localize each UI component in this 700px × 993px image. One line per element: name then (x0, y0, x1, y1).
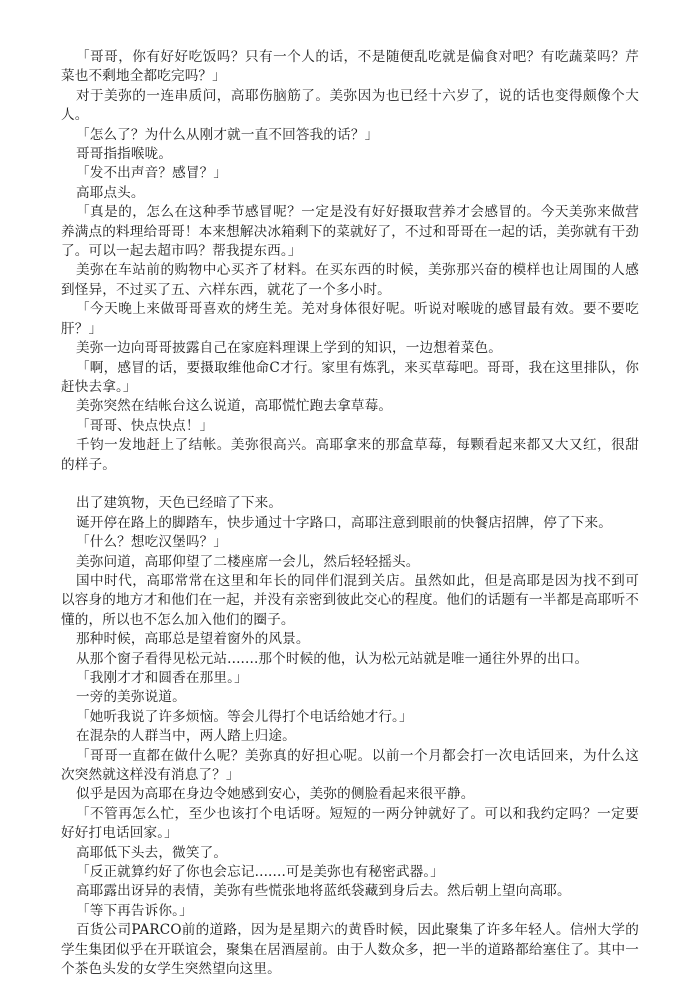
paragraph: 对于美弥的一连串质问，高耶伤脑筋了。美弥因为也已经十六岁了，说的话也变得颇像个大人。 (61, 87, 639, 124)
paragraph: 高耶点头。 (75, 184, 145, 201)
paragraph: 「我刚才才和圆香在那里。」 (75, 669, 248, 686)
paragraph: 美弥突然在结帐台这么说道，高耶慌忙跑去拿草莓。 (75, 398, 393, 415)
paragraph: 诞开停在路上的脚踏车，快步通过十字路口，高耶注意到眼前的快餐店招牌，停了下来。 (75, 514, 612, 531)
paragraph: 「不管再怎么忙，至少也该打个电话呀。短短的一两分钟就好了。可以和我约定吗？一定要好好打电话回家。」 (61, 805, 639, 842)
paragraph: 「怎么了？为什么从刚才就一直不回答我的话？」 (75, 126, 379, 143)
paragraph: 出了建筑物，天色已经暗了下来。 (75, 495, 283, 512)
paragraph: 美弥在车站前的购物中心买齐了材料。在买东西的时候，美弥那兴奋的模样也让周围的人感到怪异，不过买了五、六样东西，就花了一个多小时。 (61, 262, 639, 298)
paragraph: 「真是的，怎么在这种季节感冒呢？一定是没有好好摄取营养才会感冒的。今天美弥来做营养满点的料理给哥哥！本来想解决冰箱剩下的菜就好了，不过和哥哥在一起的话，美弥就有干劲了。可以一起去超市吗？帮我提东西。」 (61, 204, 639, 260)
paragraph: 一旁的美弥说道。 (75, 689, 186, 706)
paragraph: 「等下再告诉你。」 (75, 902, 193, 919)
paragraph: 「反正就算约好了你也会忘记.......可是美弥也有秘密武器。」 (75, 864, 445, 881)
paragraph: 「啊，感冒的话，要摄取维他命C才行。家里有炼乳，来买草莓吧。哥哥，我在这里排队，你赶快去拿。」 (61, 359, 639, 395)
paragraph: 「哥哥、快点快点！」 (75, 417, 214, 434)
paragraph: 「什么？想吃汉堡吗？」 (75, 534, 228, 551)
section-break (61, 475, 639, 494)
paragraph: 高耶露出讶异的表情，美弥有些慌张地将蓝纸袋藏到身后去。然后朝上望向高耶。 (75, 883, 571, 900)
paragraph: 「她听我说了许多烦恼。等会儿得打个电话给她才行。」 (75, 708, 413, 725)
paragraph: 美弥问道，高耶仰望了二楼座席一会儿，然后轻轻摇头。 (75, 553, 420, 570)
paragraph: 「今天晚上来做哥哥喜欢的烤生羌。羌对身体很好呢。听说对喉咙的感冒最有效。要不要吃肝？」 (61, 301, 639, 337)
paragraph: 那种时候，高耶总是望着窗外的风景。 (75, 631, 310, 648)
paragraph: 似乎是因为高耶在身边令她感到安心，美弥的侧脸看起来很平静。 (75, 786, 475, 803)
paragraph: 美弥一边向哥哥披露自己在家庭料理课上学到的知识，一边想着菜色。 (75, 340, 503, 357)
document-body (61, 48, 639, 979)
paragraph: 千钧一发地赶上了结帐。美弥很高兴。高耶拿来的那盒草莓，每颗看起来都又大又红，很甜的样子。 (61, 437, 639, 473)
paragraph: 哥哥指指喉咙。 (75, 146, 173, 163)
paragraph: 「哥哥一直都在做什么呢？美弥真的好担心呢。以前一个月都会打一次电话回来，为什么这次突然就这样没有消息了？」 (61, 747, 639, 784)
paragraph: 在混杂的人群当中，两人踏上归途。 (75, 728, 296, 745)
paragraph: 「发不出声音？感冒？」 (75, 165, 228, 182)
paragraph: 百货公司PARCO前的道路，因为是星期六的黄昏时候，因此聚集了许多年轻人。信州大学的学生集团似乎在开联谊会，聚集在居酒屋前。由于人数众多，把一半的道路都给塞住了。其中一个茶色头发的女学生突然望向这里。 (61, 922, 639, 978)
paragraph: 「哥哥，你有好好吃饭吗？只有一个人的话，不是随便乱吃就是偏食对吧？有吃蔬菜吗？芹菜也不剩地全都吃完吗？」 (61, 49, 639, 85)
paragraph: 高耶低下头去，微笑了。 (75, 844, 228, 861)
paragraph: 国中时代，高耶常常在这里和年长的同伴们混到关店。虽然如此，但是高耶是因为找不到可以容身的地方才和他们在一起，并没有亲密到彼此交心的程度。他们的话题有一半都是高耶听不懂的，所以也不怎么加入他们的圈子。 (61, 572, 639, 628)
paragraph: 从那个窗子看得见松元站.......那个时候的他，认为松元站就是唯一通往外界的出口。 (75, 650, 589, 667)
